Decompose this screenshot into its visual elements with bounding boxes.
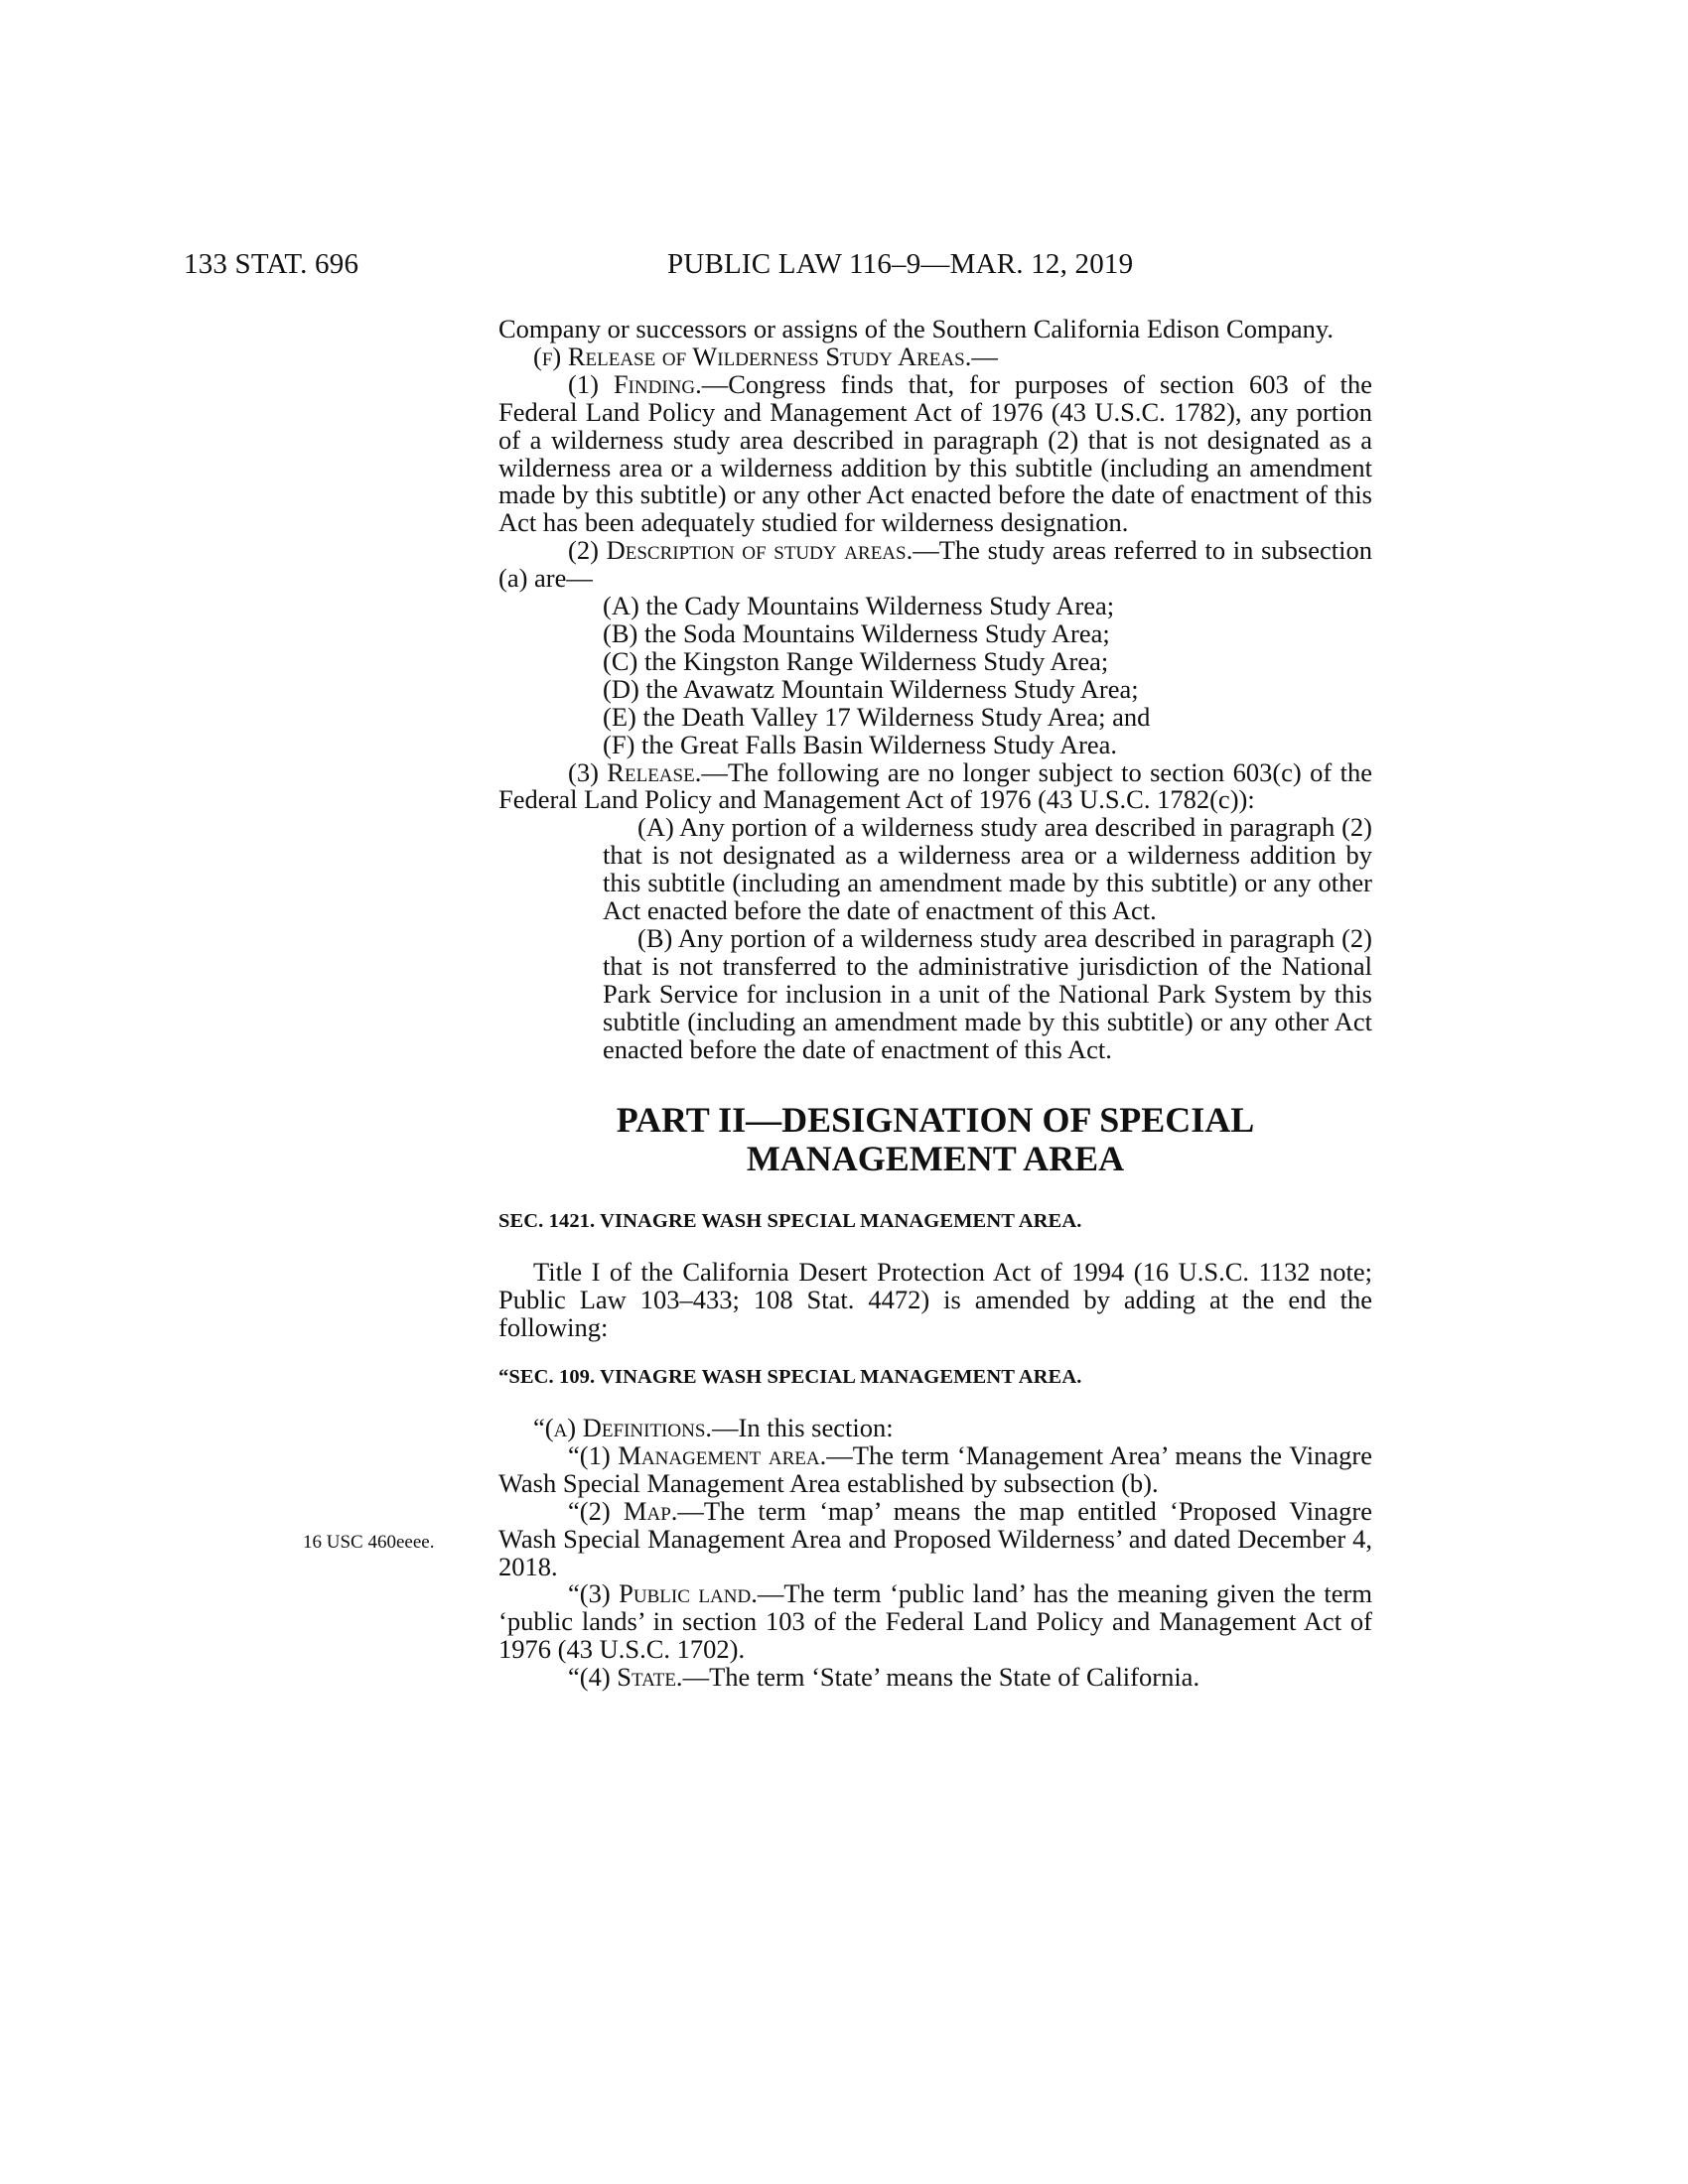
list-item: (B) the Soda Mountains Wilderness Study Area;: [603, 617, 1110, 648]
margin-citation: 16 USC 460eeee.: [303, 1532, 435, 1553]
list-item: (C) the Kingston Range Wilderness Study Area;: [603, 645, 1109, 676]
paragraph-text: —The study areas referred to in subsection (a) are—: [498, 535, 1372, 594]
part-heading-line: PART II—DESIGNATION OF SPECIAL: [616, 1100, 1255, 1141]
definition-text: —The term ‘State’ means the State of California.: [682, 1662, 1200, 1693]
running-header-title: PUBLIC LAW 116–9—MAR. 12, 2019: [667, 248, 1134, 280]
section-heading-1421: SEC. 1421. VINAGRE WASH SPECIAL MANAGEMENT AREA.: [498, 1210, 1082, 1233]
definition-label: “(3) Public land.: [568, 1578, 758, 1609]
part-heading: [498, 1101, 1372, 1178]
page-reference: 133 STAT. 696: [184, 248, 359, 280]
subsection-definitions: [498, 1415, 1372, 1442]
definition-label: “(2) Map.: [568, 1495, 678, 1526]
definition-public-land: [498, 1580, 1372, 1664]
paragraph-description: [498, 537, 1372, 593]
list-item: (D) the Avawatz Mountain Wilderness Study Area;: [603, 673, 1139, 704]
section-body-text: Title I of the California Desert Protection Act of 1994 (16 U.S.C. 1132 note; Public Law 103–433; 108 Stat. 4472) is amended by adding at the end the following:: [498, 1257, 1372, 1343]
paragraph-label: (1) Finding.: [568, 368, 702, 399]
subparagraph-b: (B) Any portion of a wilderness study area described in paragraph (2) that is not transferred to the administrative jurisdiction of the National Park Service for inclusion in a unit of the National Park System by this subtitle (including an amendment made by this subtitle) or any other Act enacted before the date of enactment of this Act.: [603, 922, 1372, 1064]
list-item: (E) the Death Valley 17 Wilderness Study Area; and: [603, 701, 1151, 732]
definition-label: “(1) Management area.: [568, 1439, 827, 1470]
subsection-text: —In this section:: [712, 1413, 894, 1442]
paragraph-label: (2) Description of study areas.: [568, 535, 914, 566]
section-heading-109: “SEC. 109. VINAGRE WASH SPECIAL MANAGEMENT AREA.: [498, 1366, 1082, 1389]
definition-text: —The term ‘map’ means the map entitled ‘Proposed Vinagre Wash Special Management Area and Proposed Wilderness’ and dated December 4, 2018.: [498, 1495, 1372, 1581]
subsection-heading-f: [498, 343, 1372, 371]
paragraph-label: (3) Release.: [568, 756, 702, 787]
definition-state: [498, 1664, 1372, 1692]
paragraph-continuation: Company or successors or assigns of the Southern California Edison Company.: [498, 314, 1335, 343]
definition-map: [498, 1495, 1372, 1581]
subsection-label: “(a) Definitions.: [533, 1413, 713, 1442]
list-item: (F) the Great Falls Basin Wilderness Study Area.: [603, 729, 1118, 759]
definition-text: —The term ‘Management Area’ means the Vinagre Wash Special Management Area established by subsection (b).: [498, 1439, 1373, 1498]
part-heading-line: MANAGEMENT AREA: [746, 1139, 1125, 1179]
paragraph-text: —Congress finds that, for purposes of section 603 of the Federal Land Policy and Management Act of 1976 (43 U.S.C. 1782), any portion of a wilderness study area described in paragraph (2) that is not designated as a wilderness area or a wilderness addition by this subtitle (including an amendment made by this subtitle) or any other Act enacted before the date of enactment of this Act has been adequately studied for wilderness designation.: [498, 368, 1372, 538]
paragraph-finding: [498, 368, 1372, 538]
paragraph-release: [498, 756, 1372, 815]
definition-text: —The term ‘public land’ has the meaning given the term ‘public lands’ in section 103 of the Federal Land Policy and Management Act of 1976 (43 U.S.C. 1702).: [498, 1578, 1372, 1665]
document-body: [498, 316, 1372, 1692]
subparagraph-a: (A) Any portion of a wilderness study area described in paragraph (2) that is not designated as a wilderness area or a wilderness addition by this subtitle (including an amendment made by this subtitle) or any other Act enacted before the date of enactment of this Act.: [603, 812, 1372, 926]
list-item: (A) the Cady Mountains Wilderness Study Area;: [603, 591, 1115, 621]
definition-label: “(4) State.: [568, 1662, 683, 1693]
paragraph-text: —The following are no longer subject to section 603(c) of the Federal Land Policy and Management Act of 1976 (43 U.S.C. 1782(c)):: [498, 756, 1372, 815]
definition-management-area: [498, 1439, 1373, 1498]
subsection-heading-label: (f) Release of Wilderness Study Areas.—: [533, 341, 998, 371]
